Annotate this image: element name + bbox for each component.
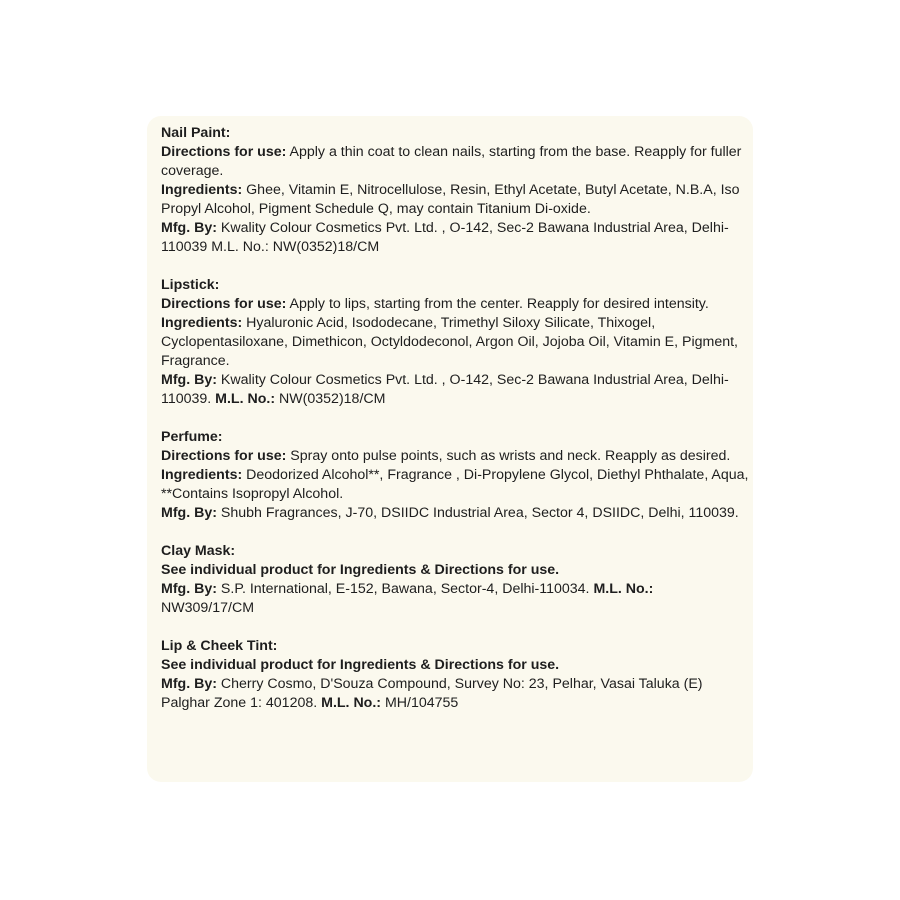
section-title: Perfume: [161,429,223,445]
section-title: Lipstick: [161,277,220,293]
section-perfume [161,428,749,523]
mfg-line [161,675,749,713]
ingredients-label: Ingredients: [161,467,243,483]
see-individual-note: See individual product for Ingredients & Directions for use. [161,562,560,578]
ml-label: M.L. No.: [317,695,382,711]
ingredients-line [161,314,749,371]
mfg-line [161,371,749,409]
ml-text: MH/104755 [381,695,459,711]
mfg-label: Mfg. By: [161,505,217,521]
mfg-label: Mfg. By: [161,581,217,597]
directions-line [161,447,749,466]
section-lipstick [161,276,749,409]
mfg-line [161,219,749,257]
directions-line [161,295,749,314]
mfg-line [161,504,749,523]
ingredients-label: Ingredients: [161,315,243,331]
mfg-text: Shubh Fragrances, J-70, DSIIDC Industrial Area, Sector 4, DSIIDC, Delhi, 110039. [216,505,739,521]
section-title: Lip & Cheek Tint: [161,638,278,654]
directions-text: Spray onto pulse points, such as wrists and neck. Reapply as desired. [286,448,731,464]
ingredients-label: Ingredients: [161,182,243,198]
see-individual-note: See individual product for Ingredients & Directions for use. [161,657,560,673]
section-title: Nail Paint: [161,125,231,141]
directions-text: Apply to lips, starting from the center. Reapply for desired intensity. [286,296,709,312]
directions-label: Directions for use: [161,144,287,160]
section-title: Clay Mask: [161,543,236,559]
ml-label: M.L. No.: [211,391,276,407]
directions-line [161,143,749,181]
ingredients-text: Deodorized Alcohol**, Fragrance , Di-Propylene Glycol, Diethyl Phthalate, Aqua, **Contains Isopropyl Alcohol. [161,467,749,502]
section-nail-paint [161,124,749,257]
ingredients-line [161,181,749,219]
mfg-label: Mfg. By: [161,676,217,692]
mfg-label: Mfg. By: [161,220,217,236]
ingredients-text: Ghee, Vitamin E, Nitrocellulose, Resin, Ethyl Acetate, Butyl Acetate, N.B.A, Iso Propyl Alcohol, Pigment Schedule Q, may contain Titanium Di-oxide. [161,182,740,217]
directions-label: Directions for use: [161,296,287,312]
mfg-text: S.P. International, E-152, Bawana, Sector-4, Delhi-110034. [216,581,590,597]
mfg-label: Mfg. By: [161,372,217,388]
mfg-text: Kwality Colour Cosmetics Pvt. Ltd. , O-142, Sec-2 Bawana Industrial Area, Delhi-110039. [161,372,729,407]
section-clay-mask [161,542,749,618]
section-lip-cheek-tint [161,637,749,713]
mfg-text: Cherry Cosmo, D'Souza Compound, Survey No: 23, Pelhar, Vasai Taluka (E) Palghar Zone 1: 401208. [161,676,703,711]
ml-text: NW(0352)18/CM [275,391,386,407]
product-info-card [147,116,753,782]
directions-label: Directions for use: [161,448,287,464]
ingredients-text: Hyaluronic Acid, Isododecane, Trimethyl Siloxy Silicate, Thixogel, Cyclopentasiloxane, Dimethicon, Octyldodeconol, Argon Oil, Jojoba Oil, Vitamin E, Pigment, Fragrance. [161,315,738,369]
directions-text: Apply a thin coat to clean nails, starting from the base. Reapply for fuller coverage. [161,144,742,179]
mfg-line [161,580,749,618]
mfg-text: Kwality Colour Cosmetics Pvt. Ltd. , O-142, Sec-2 Bawana Industrial Area, Delhi-110039 M.L. No.: NW(0352)18/CM [161,220,729,255]
ingredients-line [161,466,749,504]
ml-label: M.L. No.: [589,581,654,597]
ml-text: NW309/17/CM [161,600,255,616]
